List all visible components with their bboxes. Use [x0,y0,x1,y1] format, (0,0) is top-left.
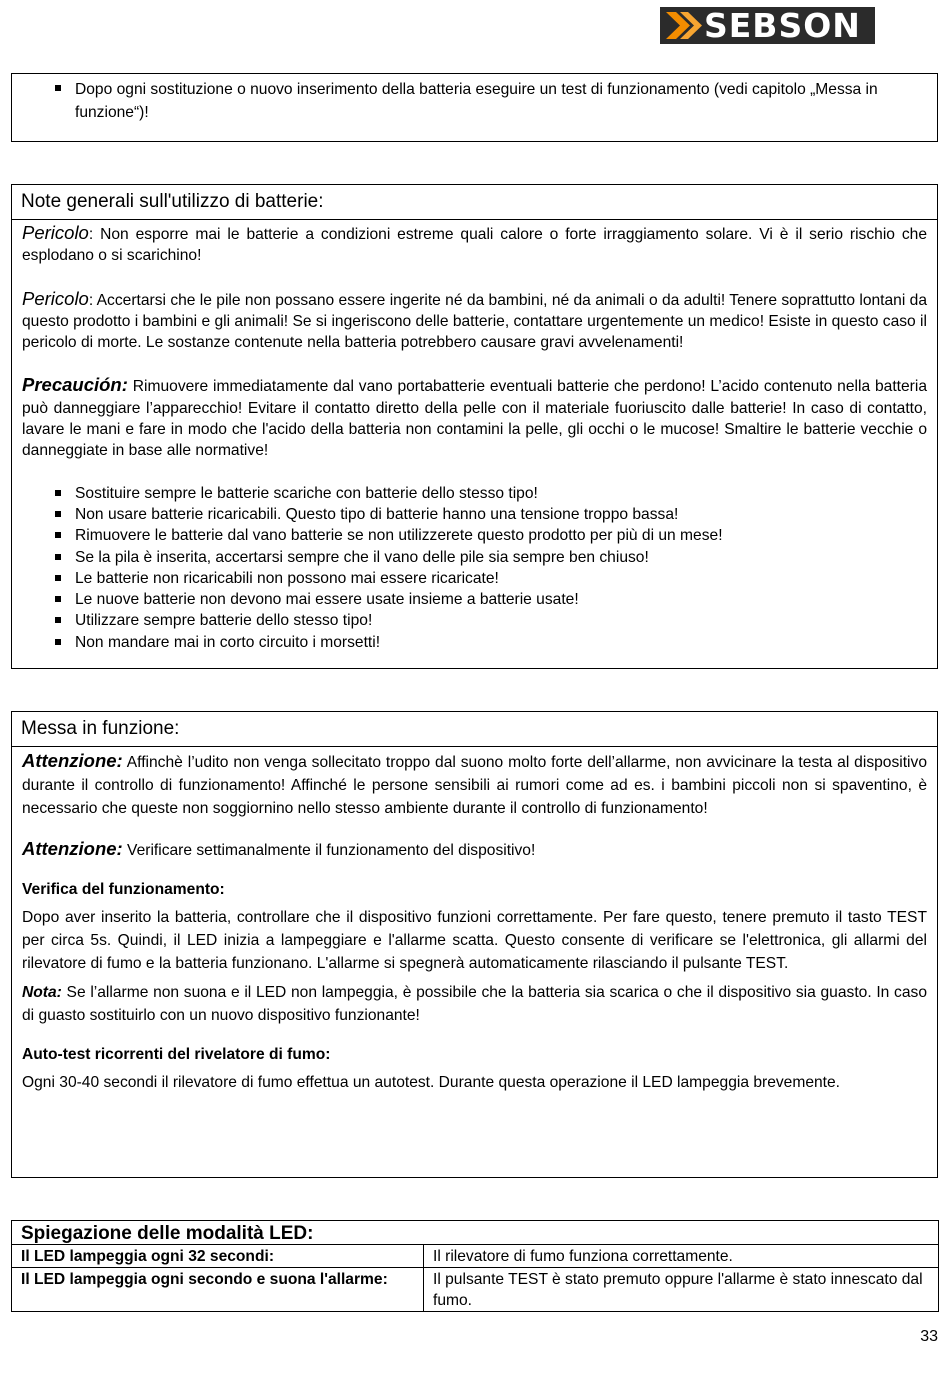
battery-rules-list [12,483,937,653]
list-item: Le batterie non ricaricabili non possono mai essere ricaricate! [12,568,937,589]
led-meaning-cell: Il pulsante TEST è stato premuto oppure l'allarme è stato innescato dal fumo. [424,1268,939,1312]
double-chevron-icon [660,7,708,44]
list-item: Sostituire sempre le batterie scariche con batterie dello stesso tipo! [12,483,937,504]
section-title: Note generali sull'utilizzo di batterie: [12,185,937,220]
note-paragraph: Nota: Se l’allarme non suona e il LED non lampeggia, è possibile che la batteria sia scarica o che il dispositivo sia guasto. In caso di guasto sostituirlo con un nuovo dispositivo funzionante! [22,983,927,1024]
table-title: Spiegazione delle modalità LED: [12,1221,939,1245]
sebson-logo [660,7,875,44]
test-reminder-box [11,73,938,142]
table-row [12,1268,939,1312]
check-paragraph: Dopo aver inserito la batteria, controllare che il dispositivo funzioni correttamente. Per fare questo, tenere premuto il tasto TEST per circa 5s. Quindi, il LED inizia a lampeggiare e l'allarme scatta. Questo consente di verificare se l'elettronica, gli allarmi del rilevatore di fumo e la batteria funzionano. L'allarme si spegnerà automaticamente rilasciando il pulsante TEST. [22,909,927,973]
list-item: Dopo ogni sostituzione o nuovo inserimento della batteria eseguire un test di funzionamento (vedi capitolo „Messa in funzione“)! [12,78,937,124]
autotest-paragraph: Ogni 30-40 secondi il rilevatore di fumo effettua un autotest. Durante questa operazione il LED lampeggia brevemente. [22,1074,841,1092]
table-row [12,1245,939,1268]
led-mode-cell: Il LED lampeggia ogni 32 secondi: [12,1245,424,1268]
led-meaning-cell: Il rilevatore di fumo funziona correttamente. [424,1245,939,1268]
list-item: Non mandare mai in corto circuito i morsetti! [12,632,937,653]
warning-paragraph: Attenzione: Verificare settimanalmente il funzionamento del dispositivo! [22,837,536,859]
list-item: Utilizzare sempre batterie dello stesso tipo! [12,610,937,631]
subsection-title: Verifica del funzionamento: [22,880,225,898]
list-item: Le nuove batterie non devono mai essere usate insieme a batterie usate! [12,589,937,610]
subsection-title: Auto-test ricorrenti del rivelatore di fumo: [22,1046,331,1064]
bullet-list [12,78,937,124]
battery-notes-section [11,184,938,669]
caution-paragraph: Precaución: Rimuovere immediatamente dal vano portabatterie eventuali batterie che perdono! L’acido contenuto nella batteria può danneggiare l’apparecchio! Evitare il contatto diretto della pelle con il materiale fuoriuscito dalle batterie! In caso di contatto, lavare le mani e fare in modo che l'acido della batteria non contamini la pelle, gli occhi o le mucose! Smaltire le batterie vecchie o danneggiate in base alle normative! [22,374,927,460]
warning-paragraph: Attenzione: Affinchè l’udito non venga sollecitato troppo dal suono molto forte dell’allarme, non avvicinare la testa al dispositivo durante il controllo di funzionamento! Affinché le persone sensibili ai rumori come ad es. i bambini piccoli non si spaventino, è necessario che queste non soggiornino nello stesso ambiente durante il controllo di funzionamento! [22,750,927,818]
section-title: Messa in funzione: [12,712,937,747]
danger-paragraph: Pericolo: Non esporre mai le batterie a condizioni estreme quali calore o forte irraggiamento solare. Vi è il serio rischio che esplodano o si scarichino! [22,222,927,265]
danger-paragraph: Pericolo: Accertarsi che le pile non possano essere ingerite né da bambini, né da animali o da adulti! Tenere soprattutto lontani da questo prodotto i bambini e gli animali! Se si ingeriscono delle batterie, contattare urgentemente un medico! Esiste in questo caso il pericolo di morte. Le sostanze contenute nella batteria potrebbero causare gravi avvelenamenti! [22,287,927,352]
led-modes-table [11,1220,939,1312]
list-item: Rimuovere le batterie dal vano batterie se non utilizzerete questo prodotto per più di un mese! [12,525,937,546]
list-item: Se la pila è inserita, accertarsi sempre che il vano delle pile sia sempre ben chiuso! [12,547,937,568]
commissioning-section [11,711,938,1178]
led-mode-cell: Il LED lampeggia ogni secondo e suona l'allarme: [12,1268,424,1312]
brand-name: SEBSON [704,6,861,45]
page-number: 33 [920,1328,938,1345]
list-item: Non usare batterie ricaricabili. Questo tipo di batterie hanno una tensione troppo bassa! [12,504,937,525]
